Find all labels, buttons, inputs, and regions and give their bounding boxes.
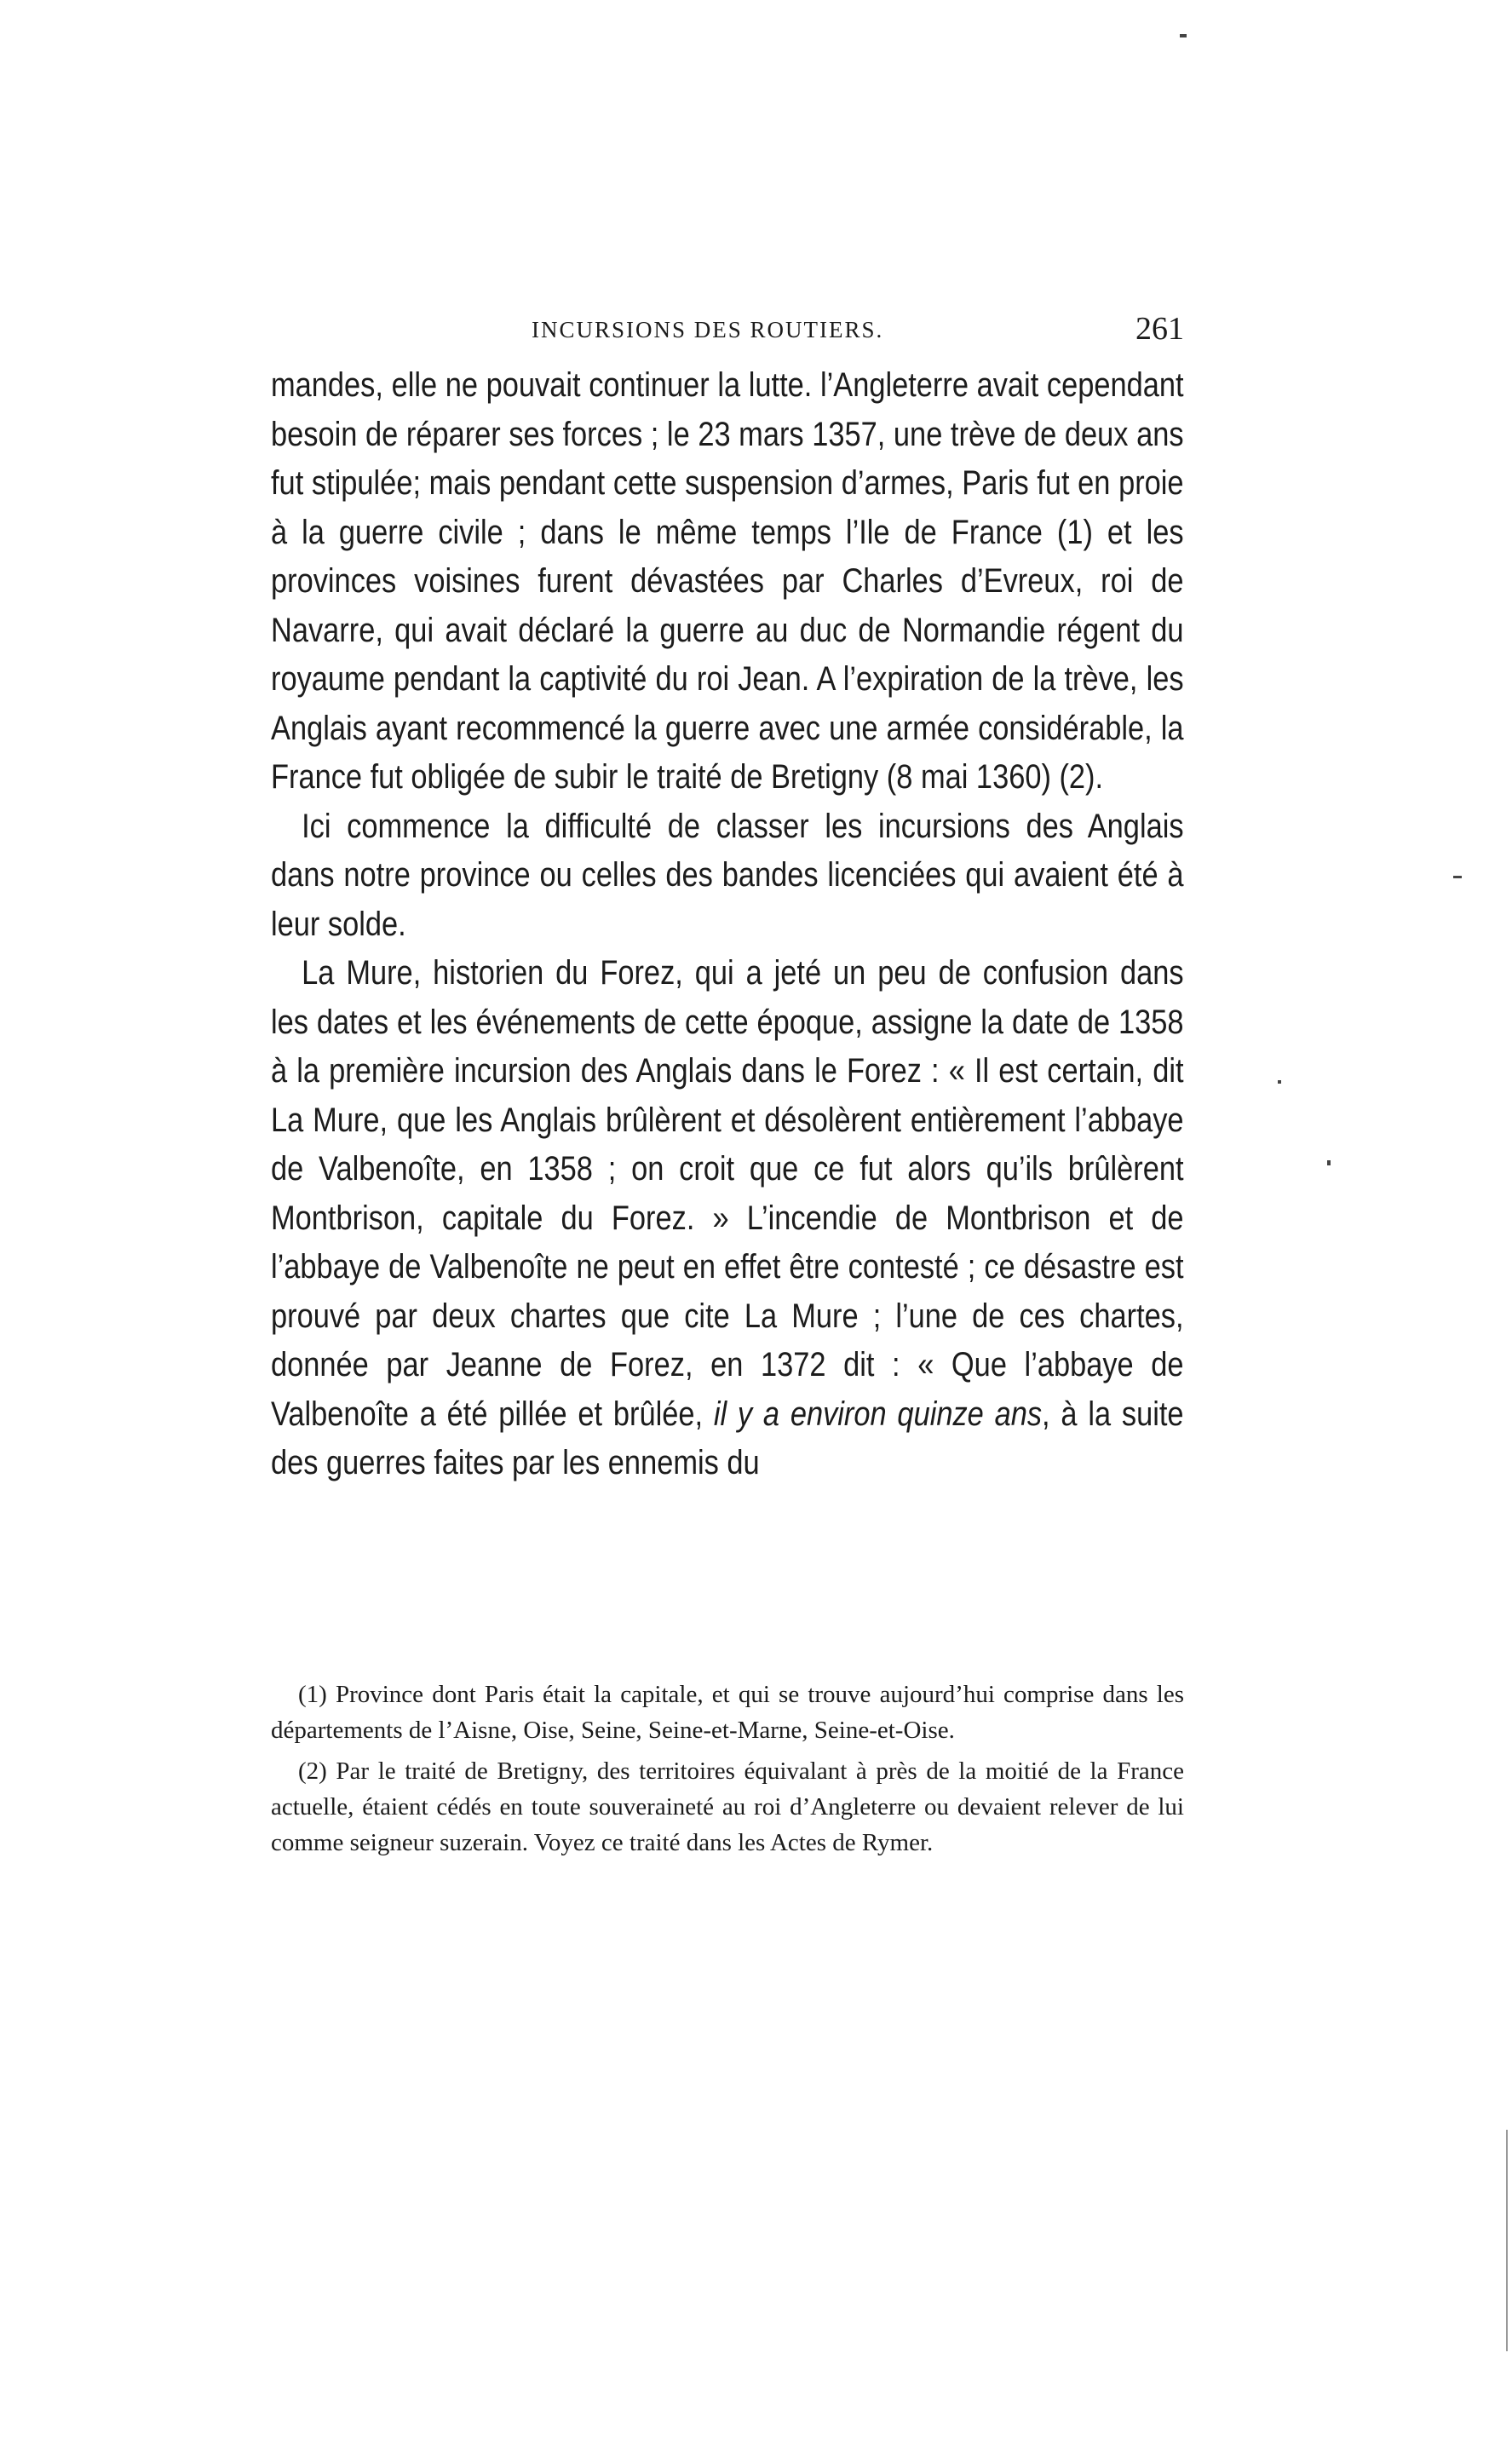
footnotes — [271, 1677, 1184, 1866]
paragraph: Ici commence la difficulté de classer les incursions des Anglais dans notre province ou celles des bandes licenciées qui avaient été à leur solde. — [271, 807, 1184, 943]
scan-mark — [1278, 1080, 1281, 1084]
paragraph-text: , à la suite des guerres faites par les ennemis du — [271, 1395, 1184, 1481]
scan-mark — [1453, 876, 1462, 878]
main-text — [271, 361, 1184, 1488]
scan-mark — [1506, 2130, 1508, 2351]
paragraph — [271, 949, 1184, 1488]
page-number: 261 — [1135, 311, 1184, 347]
scan-mark — [1180, 34, 1187, 37]
running-title: INCURSIONS DES ROUTIERS. — [532, 317, 884, 342]
italic-phrase: il y a environ quinze ans — [713, 1395, 1043, 1433]
page-header — [271, 311, 1184, 360]
footnote: (1) Province dont Paris était la capitale, et qui se trouve aujourd’hui comprise dans les départements de l’Aisne, Oise, Seine, Seine-et-Marne, Seine-et-Oise. — [271, 1681, 1184, 1744]
scan-mark — [1327, 1160, 1331, 1165]
paragraph: mandes, elle ne pouvait continuer la lutte. l’Angleterre avait cependant besoin de réparer ses forces ; le 23 mars 1357, une trève de deux ans fut stipulée; mais pendant cette suspension d’armes, Paris fut en proie à la guerre civile ; dans le même temps l’Ile de France (1) et les provinces voisines furent dévastées par Charles d’Evreux, roi de Navarre, qui avait déclaré la guerre au duc de Normandie régent du royaume pendant la captivité du roi Jean. A l’expiration de la trève, les Anglais ayant recommencé la guerre avec une armée considérable, la France fut obligée de subir le traité de Bretigny (8 mai 1360) (2). — [271, 366, 1184, 796]
paragraph-text: La Mure, historien du Forez, qui a jeté un peu de confusion dans les dates et les événements de cette époque, assigne la date de 1358 à la première incursion des Anglais dans le Forez : « Il est certain, dit La Mure, que les Anglais brûlèrent et désolèrent entièrement l’abbaye de Valbenoîte, en 1358 ; on croit que ce fut alors qu’ils brûlèrent Montbrison, capitale du Forez. » L’incendie de Montbrison et de l’abbaye de Valbenoîte ne peut en effet être contesté ; ce désastre est prouvé par deux chartes que cite La Mure ; l’une de ces chartes, donnée par Jeanne de Forez, en 1372 dit : « Que l’abbaye de Valbenoîte a été pillée et brûlée, — [271, 954, 1184, 1433]
footnote: (2) Par le traité de Bretigny, des territoires équivalant à près de la moitié de la France actuelle, étaient cédés en toute souveraineté au roi d’Angleterre ou devaient relever de lui comme seigneur suzerain. Voyez ce traité dans les Actes de Rymer. — [271, 1757, 1184, 1856]
